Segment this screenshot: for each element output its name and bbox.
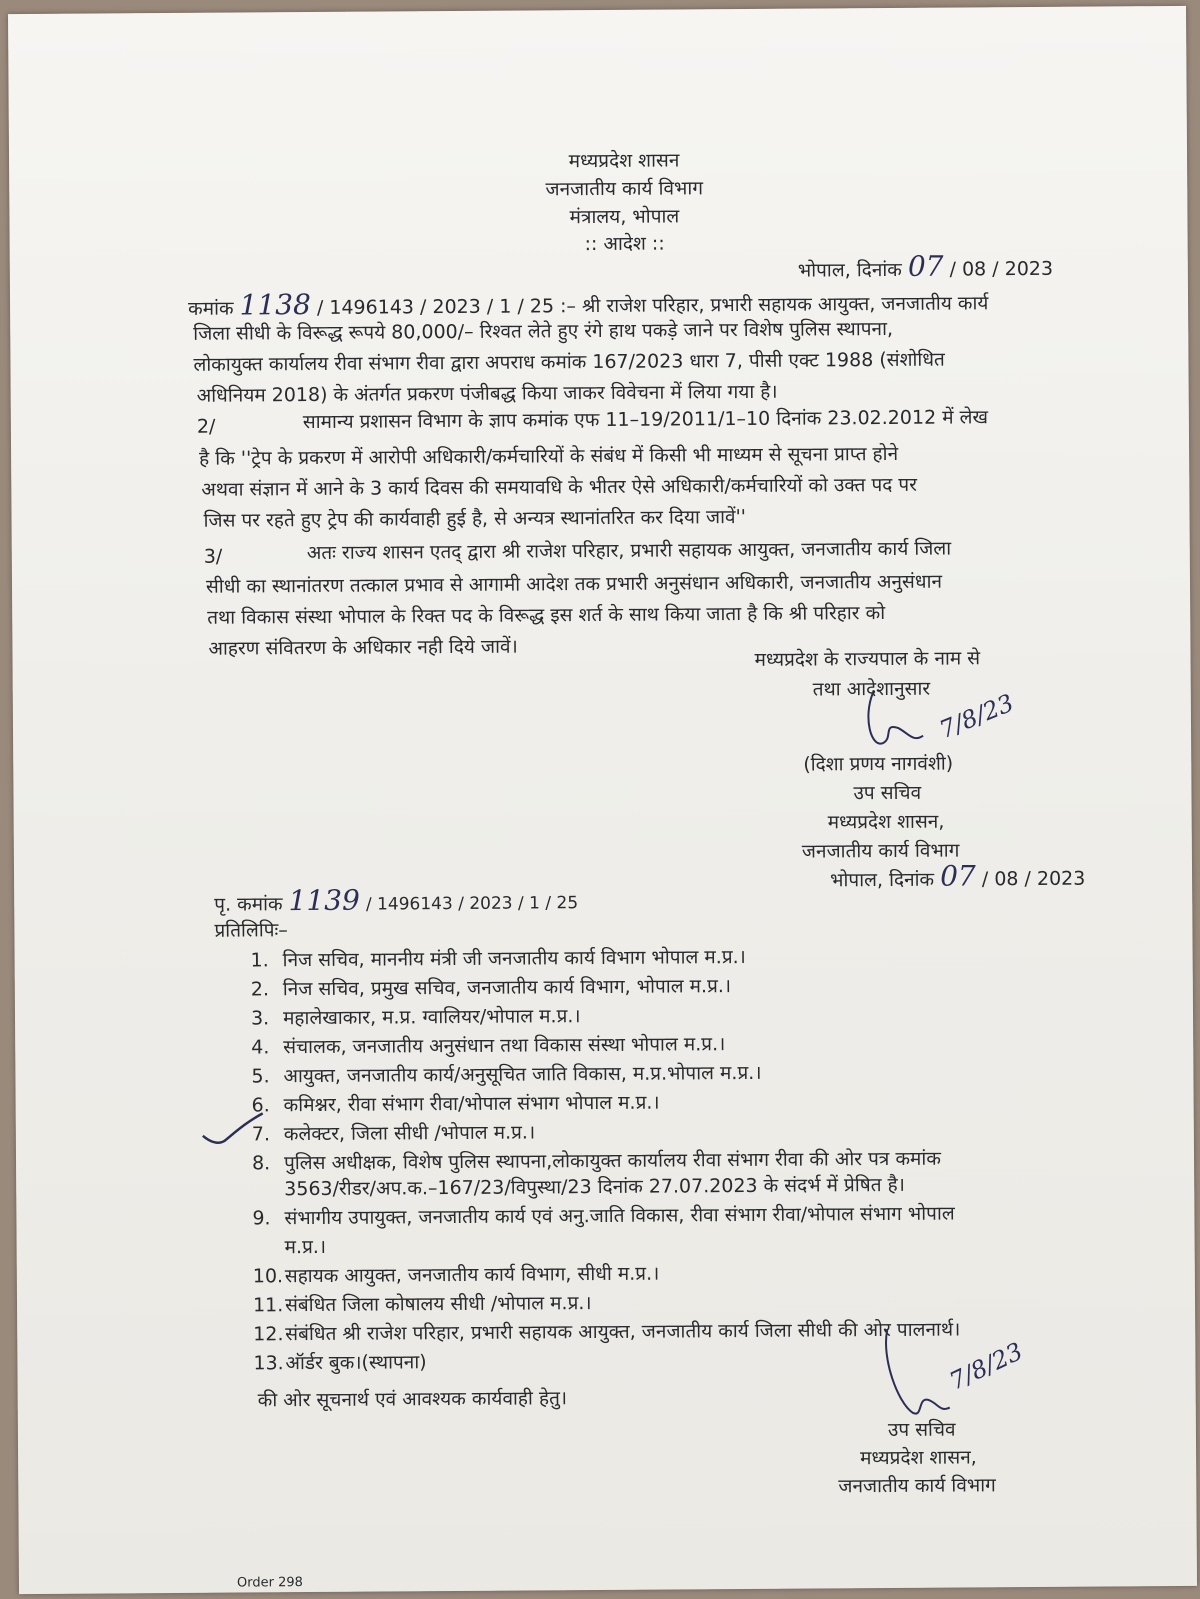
list-item: 12.संबंधित श्री राजेश परिहार, प्रभारी सहायक आयुक्त, जनजातीय कार्य जिला सीधी की ओर पालनार्थ। [253, 1318, 961, 1346]
sign2-org2: जनजातीय कार्य विभाग [838, 1474, 996, 1498]
copy-heading: प्रतिलिपिः– [214, 919, 288, 942]
signatory-designation: उप सचिव [853, 781, 922, 805]
signatory-name: (दिशा प्रणय नागवंशी) [803, 752, 954, 776]
list-item: 2. निज सचिव, प्रमुख सचिव, जनजातीय कार्य विभाग, भोपाल म.प्र.। [250, 975, 732, 1001]
signatory-org1: मध्यप्रदेश शासन, [827, 810, 945, 834]
header-order-title: :: आदेश :: [584, 232, 665, 256]
footer-order-label: Order 298 [236, 1575, 303, 1591]
para2-line1: सामान्य प्रशासन विभाग के ज्ञाप कमांक एफ 11–19/2011/1–10 दिनांक 23.02.2012 में लेख [302, 406, 989, 434]
handwritten-day: 07 [907, 249, 944, 283]
list-item-continuation: म.प्र.। [284, 1235, 327, 1259]
para3-line2: सीधी का स्थानांतरण तत्काल प्रभाव से आगामी आदेश तक प्रभारी अनुसंधान अधिकारी, जनजातीय अनुसंधान [205, 570, 943, 598]
para1-line3: लोकायुक्त कार्यालय रीवा संभाग रीवा द्वारा अपराध कमांक 167/2023 धारा 7, पीसी एक्ट 1988 (संशोधित [193, 348, 945, 376]
sign1-handwritten-date: 7/8/23 [935, 688, 1018, 745]
list-item: 4. संचालक, जनजातीय अनुसंधान तथा विकास संस्था भोपाल म.प्र.। [251, 1033, 726, 1059]
para1-line4: अधिनियम 2018) के अंतर्गत प्रकरण पंजीबद्ध किया जाकर विवेचना में लिया गया है। [196, 380, 778, 407]
handwritten-copy-number: 1139 [288, 883, 360, 918]
document-page [8, 6, 1197, 1594]
signatory-org2: जनजातीय कार्य विभाग [801, 839, 960, 863]
list-item: 3. महालेखाकार, म.प्र. ग्वालियर/भोपाल म.प्र.। [250, 1005, 581, 1030]
header-ministry: मंत्रालय, भोपाल [569, 205, 680, 229]
order-date: भोपाल, दिनांक 07 / 08 / 2023 [797, 249, 1054, 283]
sign2-handwritten-date: 7/8/23 [945, 1337, 1027, 1396]
sign2-org1: मध्यप्रदेश शासन, [860, 1446, 977, 1470]
para2-line2: है कि ''ट्रेप के प्रकरण में आरोपी अधिकारी/कर्मचारियों के संबंध में किसी भी माध्यम से सूचना प्राप्त होने [199, 442, 899, 470]
para3-line4: आहरण संवितरण के अधिकार नही दिये जावें। [208, 635, 518, 660]
handwritten-order-number: 1138 [239, 288, 311, 322]
list-item: 10.सहायक आयुक्त, जनजातीय कार्य विभाग, सीधी म.प्र.। [252, 1262, 660, 1288]
list-item: 5. आयुक्त, जनजातीय कार्य/अनुसूचित जाति विकास, म.प्र.भोपाल म.प्र.। [251, 1061, 762, 1088]
sign1-line2: तथा आदेशानुसार [812, 677, 931, 701]
sign2-designation: उप सचिव [887, 1418, 956, 1442]
list-item: 7. कलेक्टर, जिला सीधी /भोपाल म.प्र.। [251, 1121, 536, 1146]
para3-line3: तथा विकास संस्था भोपाल के रिक्त पद के विरूद्ध इस शर्त के साथ किया जाता है कि श्री परिहार को [207, 602, 886, 629]
list-item-continuation: 3563/रीडर/अप.क.–167/23/विपुस्था/23 दिनांक 27.07.2023 के संदर्भ में प्रेषित है। [284, 1173, 905, 1201]
list-item: 9. संभागीय उपायुक्त, जनजातीय कार्य एवं अनु.जाति विकास, रीवा संभाग रीवा/भोपाल संभाग भोपाल [252, 1202, 955, 1230]
para3-number: 3/ [203, 545, 223, 568]
header-state: मध्यप्रदेश शासन [568, 149, 680, 173]
para2-line4: जिस पर रहते हुए ट्रेप की कार्यवाही हुई है, से अन्यत्र स्थानांतरित कर दिया जावें'' [203, 505, 747, 532]
checkmark-icon [201, 1110, 271, 1150]
handwritten-day-2: 07 [940, 859, 976, 893]
para2-line3: अथवा संज्ञान में आने के 3 कार्य दिवस की समयावधि के भीतर ऐसे अधिकारी/कर्मचारियों को उक्त पद पर [201, 473, 918, 501]
sign1-date: भोपाल, दिनांक 07 / 08 / 2023 [830, 859, 1086, 893]
copy-closing: की ओर सूचनार्थ एवं आवश्यक कार्यवाही हेतु। [257, 1387, 568, 1412]
list-item: 6. कमिश्नर, रीवा संभाग रीवा/भोपाल संभाग भोपाल म.प्र.। [251, 1091, 660, 1117]
para3-line1: अतः राज्य शासन एतद् द्वारा श्री राजेश परिहार, प्रभारी सहायक आयुक्त, जनजातीय कार्य जिला [306, 537, 952, 565]
para1-line2: जिला सीधी के विरूद्ध रूपये 80,000/– रिश्वत लेते हुए रंगे हाथ पकड़े जाने पर विशेष पुलिस स्थापना, [193, 317, 894, 345]
list-item: 8. पुलिस अधीक्षक, विशेष पुलिस स्थापना,लोकायुक्त कार्यालय रीवा संभाग रीवा की ओर पत्र कमांक [251, 1147, 941, 1175]
header-department: जनजातीय कार्य विभाग [545, 177, 704, 201]
sign1-line1: मध्यप्रदेश के राज्यपाल के नाम से [754, 647, 981, 671]
list-item: 1. निज सचिव, माननीय मंत्री जी जनजातीय कार्य विभाग भोपाल म.प्र.। [250, 945, 746, 972]
order-number-line: कमांक 1138 / 1496143 / 2023 / 1 / 25 :– श्री राजेश परिहार, प्रभारी सहायक आयुक्त, जनजातीय कार्य [187, 288, 989, 322]
list-item: 13.ऑर्डर बुक।(स्थापना) [253, 1351, 427, 1375]
copy-number-line: पृ. कमांक 1139 / 1496143 / 2023 / 1 / 25 [214, 883, 579, 918]
list-item: 11.संबंधित जिला कोषालय सीधी /भोपाल म.प्र.। [252, 1292, 592, 1317]
para2-number: 2/ [196, 415, 216, 438]
